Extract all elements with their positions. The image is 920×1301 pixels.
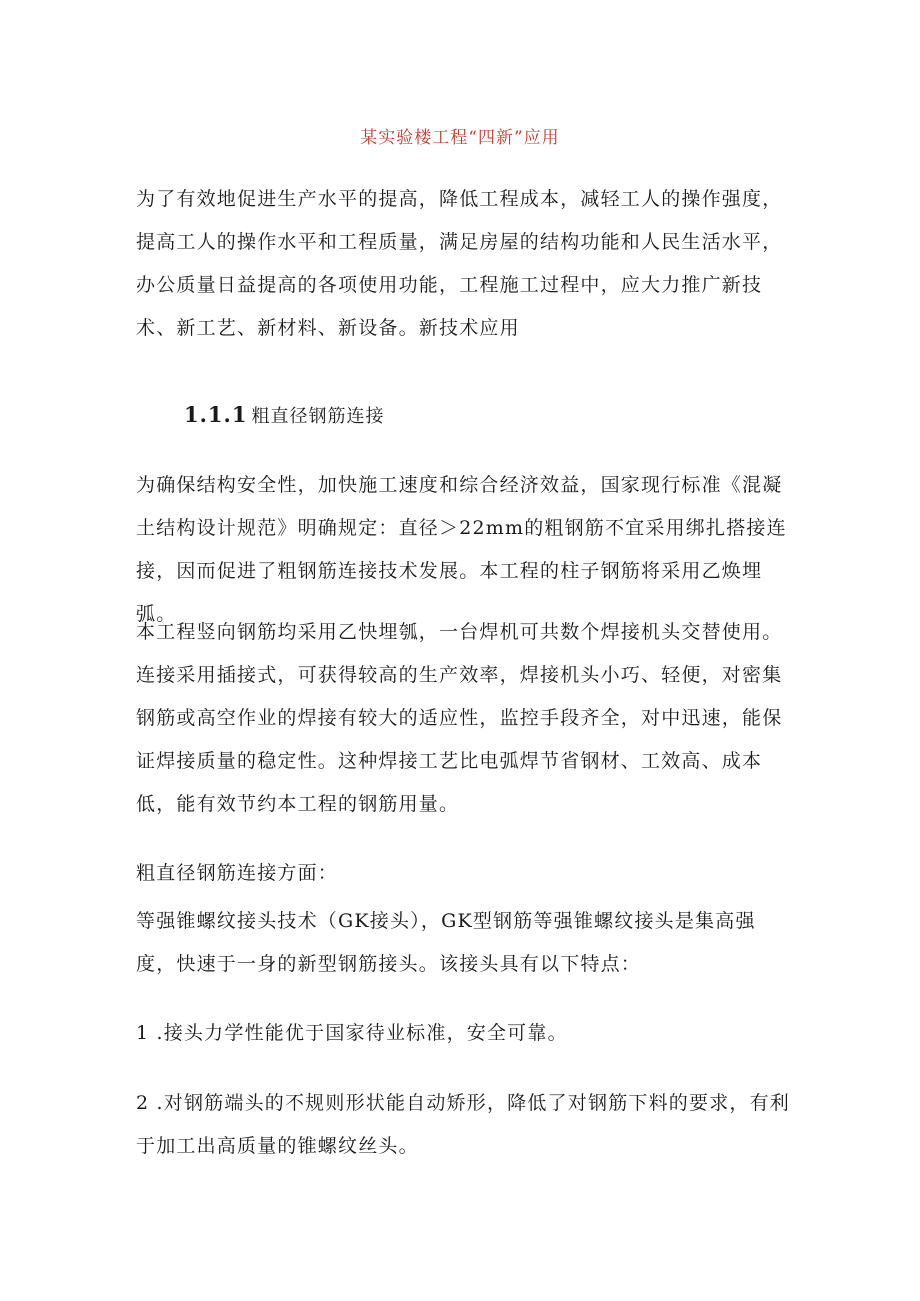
list-item-1 bbox=[136, 1012, 792, 1055]
list-item-2 bbox=[136, 1082, 792, 1168]
section-heading bbox=[184, 400, 384, 432]
section-title: 粗直径钢筋连接 bbox=[251, 406, 385, 427]
paragraph-connection-heading: 粗直径钢筋连接方面： bbox=[136, 862, 339, 884]
list-item-2-text: .对钢筋端头的不规则形状能自动矫形，降低了对钢筋下料的要求，有利于加工出高质量的锥螺纹丝头。 bbox=[136, 1092, 790, 1157]
list-item-1-text: .接头力学性能优于国家待业标准，安全可靠。 bbox=[156, 1022, 568, 1044]
list-item-2-number: 2 bbox=[136, 1092, 150, 1114]
paragraph-rebar-standard: 为确保结构安全性，加快施工速度和综合经济效益，国家现行标准《混凝土结构设计规范》明确规定：直径＞22mm的粗钢筋不宜采用绑扎搭接连接，因而促进了粗钢筋连接技术发展。本工程的柱子钢筋将采用乙焕埋弧。 bbox=[136, 474, 787, 625]
paragraph-gk-joint: 等强锥螺纹接头技术（GK接头），GK型钢筋等强锥螺纹接头是集高强度，快速于一身的新型钢筋接头。该接头具有以下特点： bbox=[136, 910, 756, 975]
paragraph-welding: 本工程竖向钢筋均采用乙快埋瓠，一台焊机可共数个焊接机头交替使用。连接采用插接式，可获得较高的生产效率，焊接机头小巧、轻便，对密集钢筋或高空作业的焊接有较大的适应性，监控手段齐全，对中迅速，能保证焊接质量的稳定性。这种焊接工艺比电弧焊节省钢材、工效高、成本低，能有效节约本工程的钢筋用量。 bbox=[136, 621, 783, 815]
intro-paragraph: 为了有效地促进生产水平的提高，降低工程成本，减轻工人的操作强度，提高工人的操作水平和工程质量，满足房屋的结构功能和人民生活水平，办公质量日益提高的各项使用功能，工程施工过程中，应大力推广新技术、新工艺、新材料、新设备。新技术应用 bbox=[136, 188, 783, 339]
document-title: 某实验楼工程“四新”应用 bbox=[360, 128, 560, 148]
section-number: 1.1.1 bbox=[184, 402, 248, 427]
list-item-1-number: 1 bbox=[136, 1022, 150, 1044]
